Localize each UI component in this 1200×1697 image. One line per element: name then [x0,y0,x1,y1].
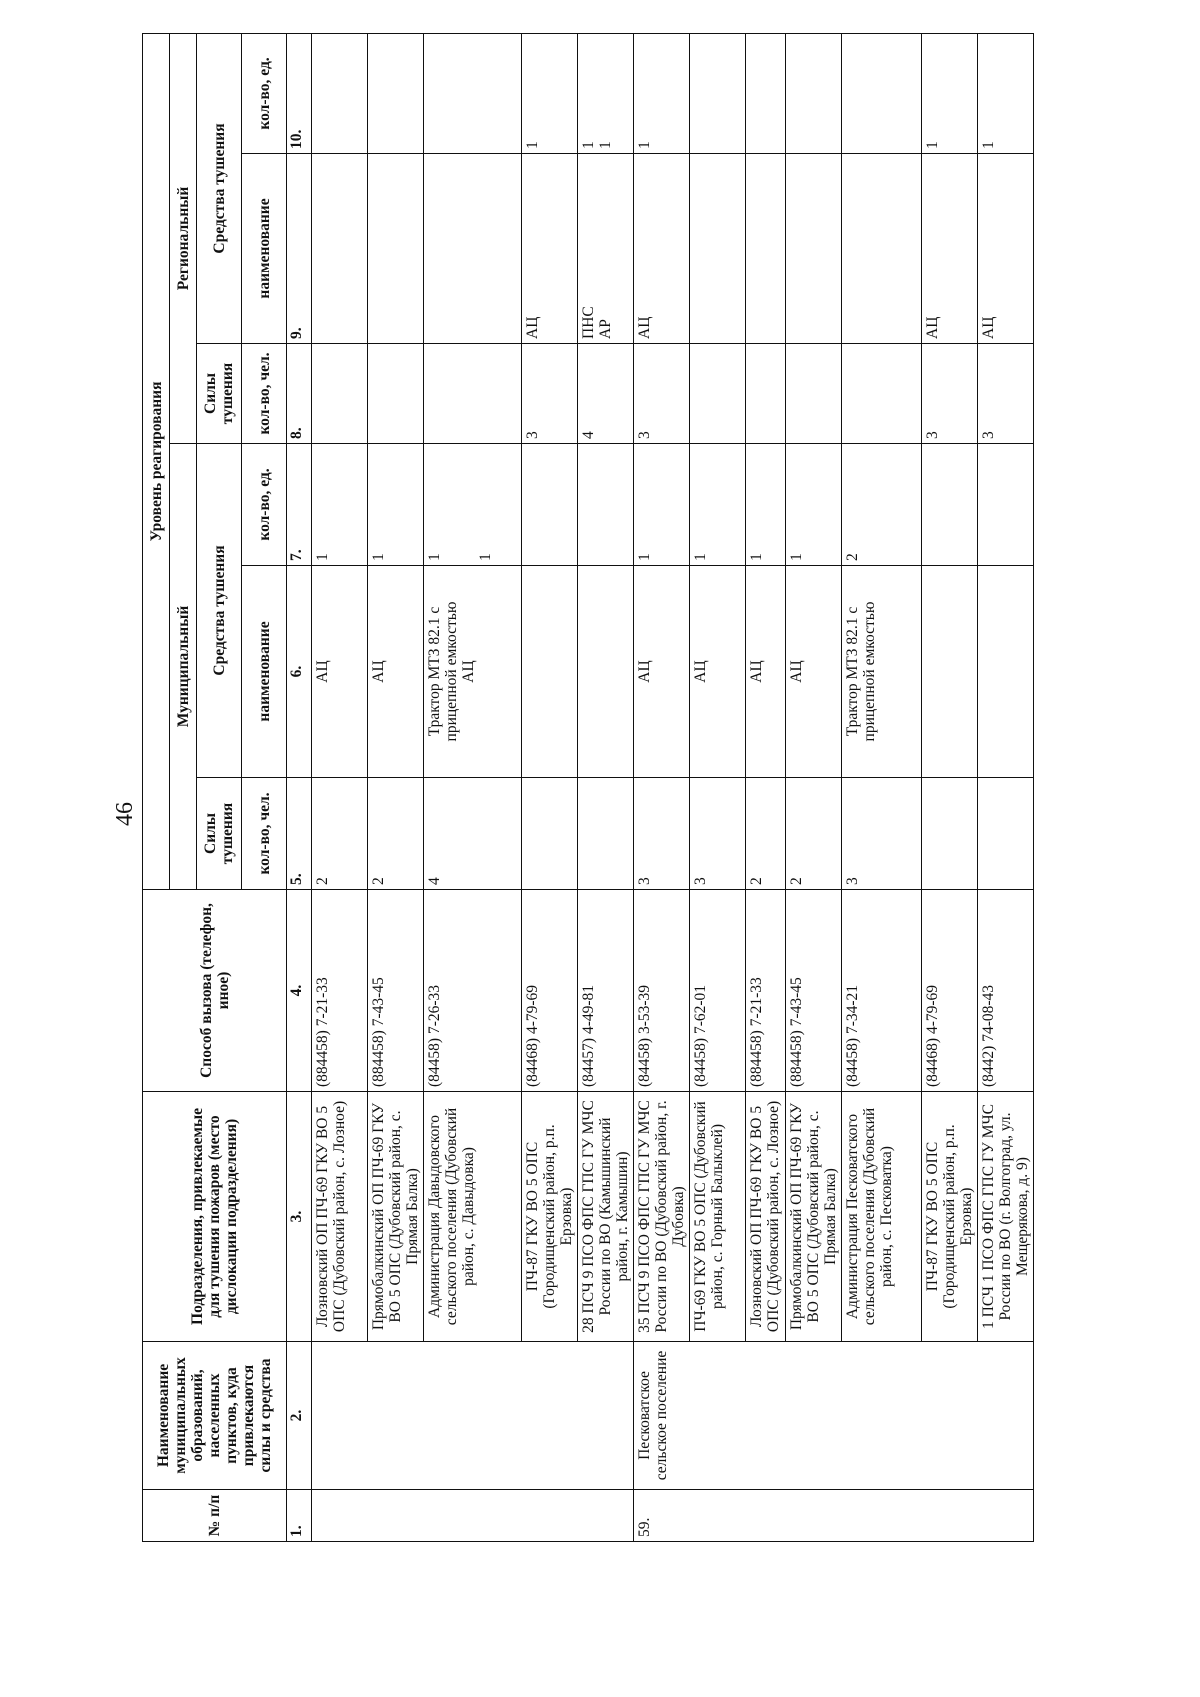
row-phone: (84457) 4-49-81 [578,890,634,1092]
row-r-qty [368,33,424,153]
row-phone: (84458) 3-53-39 [634,890,690,1092]
row-r-forces: 3 [978,344,1034,444]
row-r-means: АЦ [978,154,1034,344]
row-unit: Лозновский ОП ПЧ-69 ГКУ ВО 5 ОПС (Дубовский район, с. Лозное) [312,1092,368,1342]
table-row [978,33,1034,1541]
header-m-qty-units: кол-во, ед. [242,444,287,566]
row-m-qty: 1 [368,444,424,566]
row-m-forces [578,778,634,890]
row-unit: ПЧ-87 ГКУ ВО 5 ОПС (Городищенский район, р.п. Ерзовка) [922,1092,978,1342]
row-r-means [424,154,522,344]
row-r-qty: 1 [978,33,1034,153]
row-unit: 1 ПСЧ 1 ПСО ФПС ГПС ГУ МЧС России по ВО (г. Волгоград, ул. Мещерякова, д. 9) [978,1092,1034,1342]
column-number: 3. [287,1092,312,1342]
header-r-name: наименование [242,154,287,344]
document-table-rotated [142,34,1154,1542]
row-r-forces: 4 [578,344,634,444]
row-m-qty [978,444,1034,566]
row-m-forces: 2 [746,778,786,890]
row-m-means [922,566,978,778]
row-r-means [690,154,746,344]
row-m-forces [922,778,978,890]
row-r-forces: 3 [634,344,690,444]
row-m-forces: 4 [424,778,522,890]
header-municipal: Муниципальный [170,444,197,890]
row-m-qty [922,444,978,566]
row-m-means: Трактор МТЗ 82.1 с прицепной емкостью [842,566,922,778]
header-r-qty-units: кол-во, ед. [242,33,287,153]
row-m-forces: 2 [786,778,842,890]
row-m-means: АЦ [634,566,690,778]
row-m-means: Трактор МТЗ 82.1 с прицепной емкостью АЦ [424,566,522,778]
row-r-forces [786,344,842,444]
row-m-means [578,566,634,778]
header-m-name: наименование [242,566,287,778]
row-phone: (84458) 7-34-21 [842,890,922,1092]
row-r-qty: 1 1 [578,33,634,153]
row-m-means: АЦ [786,566,842,778]
row-r-forces [690,344,746,444]
header-call-method: Способ вызова (телефон, иное) [143,890,287,1092]
header-municipal-forces: Силы тушения [197,778,242,890]
column-number: 7. [287,444,312,566]
row-phone: (8442) 74-08-43 [978,890,1034,1092]
row-unit: 28 ПСЧ 9 ПСО ФПС ГПС ГУ МЧС России по ВО (Камышинский район, г. Камышин) [578,1092,634,1342]
row-unit: Прямобалкинский ОП ПЧ-69 ГКУ ВО 5 ОПС (Дубовский район, с. Прямая Балка) [786,1092,842,1342]
column-number: 4. [287,890,312,1092]
row-r-means [842,154,922,344]
table-row [522,33,578,1541]
row-r-forces [424,344,522,444]
header-m-qty-people: кол-во, чел. [242,778,287,890]
row-r-means: АЦ [922,154,978,344]
row-r-forces [842,344,922,444]
column-number: 1. [287,1490,312,1542]
column-number: 2. [287,1342,312,1490]
row-unit: Администрация Песковатского сельского поселения (Дубовский район, с. Песковатка) [842,1092,922,1342]
row-r-qty [746,33,786,153]
row-m-qty: 1 [786,444,842,566]
table-row [746,33,786,1541]
row-m-qty: 1 [634,444,690,566]
table-row [578,33,634,1541]
row-m-qty [522,444,578,566]
row-unit: 35 ПСЧ 9 ПСО ФПС ГПС ГУ МЧС России по ВО (Дубовский район, г. Дубовка) [634,1092,690,1342]
row-m-forces: 3 [842,778,922,890]
row-m-forces: 2 [312,778,368,890]
row-unit: ПЧ-87 ГКУ ВО 5 ОПС (Городищенский район, р.п. Ерзовка) [522,1092,578,1342]
row-m-forces [522,778,578,890]
row-m-qty: 1 [746,444,786,566]
row-num [312,1490,634,1542]
row-phone: (884458) 7-21-33 [746,890,786,1092]
row-phone: (84458) 7-26-33 [424,890,522,1092]
row-m-means: АЦ [312,566,368,778]
column-number: 10. [287,33,312,153]
column-number: 5. [287,778,312,890]
row-r-forces [312,344,368,444]
response-forces-table [142,33,1034,1542]
row-num: 59. [634,1490,1034,1542]
header-regional-means: Средства тушения [197,33,242,343]
row-r-qty [312,33,368,153]
table-row [634,33,690,1541]
row-r-forces [368,344,424,444]
row-m-means: АЦ [746,566,786,778]
row-r-qty: 1 [634,33,690,153]
row-unit: Прямобалкинский ОП ПЧ-69 ГКУ ВО 5 ОПС (Дубовский район, с. Прямая Балка) [368,1092,424,1342]
header-regional: Региональный [170,33,197,443]
page-number: 46 [112,802,138,826]
row-phone: (884458) 7-43-45 [786,890,842,1092]
row-r-qty [690,33,746,153]
row-r-qty: 1 [522,33,578,153]
row-unit: ПЧ-69 ГКУ ВО 5 ОПС (Дубовский район, с. Горный Балыклей) [690,1092,746,1342]
row-municipality: Песковатское сельское поселение [634,1342,1034,1490]
table-row [690,33,746,1541]
row-unit: Лозновский ОП ПЧ-69 ГКУ ВО 5 ОПС (Дубовский район, с. Лозное) [746,1092,786,1342]
row-m-forces: 3 [690,778,746,890]
row-m-means [522,566,578,778]
table-row [786,33,842,1541]
row-m-qty: 1 [312,444,368,566]
row-m-forces: 3 [634,778,690,890]
row-phone: (884458) 7-21-33 [312,890,368,1092]
row-m-means: АЦ [368,566,424,778]
row-r-forces: 3 [922,344,978,444]
row-r-qty [842,33,922,153]
header-units: Подразделения, привлекаемые для тушения пожаров (место дислокации подразделения) [143,1092,287,1342]
header-r-qty-people: кол-во, чел. [242,344,287,444]
row-r-qty [424,33,522,153]
row-m-qty: 1 1 [424,444,522,566]
row-phone: (884458) 7-43-45 [368,890,424,1092]
row-phone: (84458) 7-62-01 [690,890,746,1092]
table-row [424,33,522,1541]
column-number: 6. [287,566,312,778]
row-r-means [368,154,424,344]
table-row [312,33,368,1541]
column-number: 8. [287,344,312,444]
header-municipal-means: Средства тушения [197,444,242,778]
row-r-means: АЦ [522,154,578,344]
row-r-means [786,154,842,344]
row-phone: (84468) 4-79-69 [922,890,978,1092]
table-row [842,33,922,1541]
row-m-means [978,566,1034,778]
row-unit: Администрация Давыдовского сельского поселения (Дубовский район, с. Давыдовка) [424,1092,522,1342]
row-m-forces [978,778,1034,890]
row-m-qty [578,444,634,566]
row-m-forces: 2 [368,778,424,890]
column-number: 9. [287,154,312,344]
header-num: № п/п [143,1490,287,1542]
row-r-forces: 3 [522,344,578,444]
row-m-qty: 2 [842,444,922,566]
row-m-qty: 1 [690,444,746,566]
header-regional-forces: Силы тушения [197,344,242,444]
row-r-qty: 1 [922,33,978,153]
column-number-row [287,33,312,1541]
row-r-means: АЦ [634,154,690,344]
row-r-means [746,154,786,344]
row-municipality [312,1342,634,1490]
row-r-qty [786,33,842,153]
row-phone: (84468) 4-79-69 [522,890,578,1092]
row-r-forces [746,344,786,444]
header-response-level: Уровень реагирования [143,33,170,889]
header-municipality: Наименование муниципальных образований, населенных пунктов, куда привлекаются силы и средства [143,1342,287,1490]
table-row [922,33,978,1541]
table-row [368,33,424,1541]
row-m-means: АЦ [690,566,746,778]
row-r-means: ПНС АР [578,154,634,344]
row-r-means [312,154,368,344]
